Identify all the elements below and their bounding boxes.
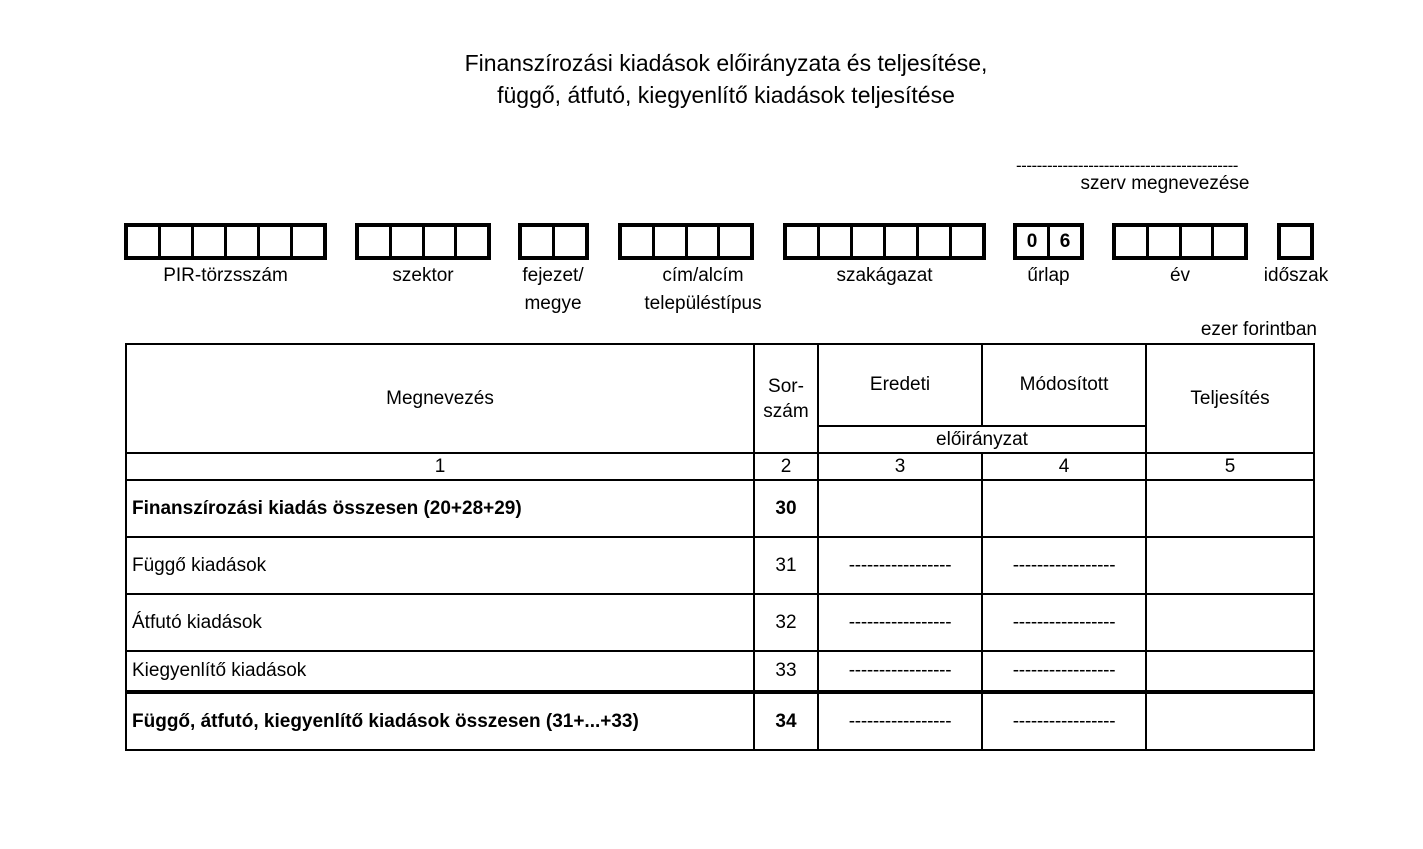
- row-name: Kiegyenlítő kiadások: [126, 651, 754, 692]
- header-teljesites: Teljesítés: [1146, 344, 1314, 453]
- row-teljesites-cell[interactable]: [1146, 537, 1314, 594]
- urlap-label: űrlap: [1027, 265, 1070, 286]
- row-number: 30: [754, 480, 818, 537]
- pir-code-cell[interactable]: [161, 227, 194, 256]
- cim-code-cell[interactable]: [655, 227, 688, 256]
- column-number: 3: [818, 453, 982, 480]
- pir-code-cell[interactable]: [260, 227, 293, 256]
- szektor-code-cell[interactable]: [359, 227, 392, 256]
- row-modositott-cell: -----------------: [982, 594, 1146, 651]
- pir-code-boxes: [124, 223, 327, 260]
- header-sorszam-line2: szám: [763, 400, 809, 422]
- idoszak-label: időszak: [1263, 265, 1329, 286]
- szakagazat-code-cell[interactable]: [886, 227, 919, 256]
- header-modositott: Módosított: [982, 344, 1146, 426]
- table-row: [126, 692, 1314, 750]
- expenditure-table: [125, 343, 1315, 751]
- row-eredeti-cell: -----------------: [818, 651, 982, 692]
- szakagazat-code-cell[interactable]: [919, 227, 952, 256]
- pir-code-cell[interactable]: [293, 227, 323, 256]
- header-eloiranyzat: előirányzat: [818, 426, 1146, 453]
- cim-code-cell[interactable]: [688, 227, 721, 256]
- fejezet-label: fejezet/ megye: [522, 265, 584, 314]
- ev-code-cell[interactable]: [1214, 227, 1244, 256]
- row-eredeti-cell[interactable]: [818, 480, 982, 537]
- row-number: 32: [754, 594, 818, 651]
- szakagazat-code-cell[interactable]: [820, 227, 853, 256]
- szakagazat-label: szakágazat: [836, 265, 933, 286]
- cim-code-boxes: [618, 223, 754, 260]
- szektor-label: szektor: [392, 265, 454, 286]
- header-sorszam-line1: Sor-: [768, 375, 804, 397]
- szakagazat-code-cell[interactable]: [787, 227, 820, 256]
- row-number: 31: [754, 537, 818, 594]
- row-eredeti-cell: -----------------: [818, 692, 982, 750]
- row-modositott-cell: -----------------: [982, 651, 1146, 692]
- ev-code-cell[interactable]: [1182, 227, 1215, 256]
- row-name: Függő kiadások: [126, 537, 754, 594]
- row-name: Átfutó kiadások: [126, 594, 754, 651]
- header-eredeti: Eredeti: [818, 344, 982, 426]
- pir-code-cell[interactable]: [227, 227, 260, 256]
- pir-label: PIR-törzsszám: [163, 265, 288, 286]
- row-teljesites-cell[interactable]: [1146, 594, 1314, 651]
- szakagazat-code-cell[interactable]: [853, 227, 886, 256]
- pir-code-cell[interactable]: [128, 227, 161, 256]
- row-teljesites-cell[interactable]: [1146, 692, 1314, 750]
- row-number: 34: [754, 692, 818, 750]
- szektor-code-cell[interactable]: [457, 227, 487, 256]
- row-teljesites-cell[interactable]: [1146, 651, 1314, 692]
- idoszak-code-cell[interactable]: [1281, 227, 1310, 256]
- form-title-line-1: Finanszírozási kiadások előirányzata és teljesítése,: [464, 50, 988, 76]
- table-row: [126, 537, 1314, 594]
- idoszak-code-boxes: [1277, 223, 1314, 260]
- header-sorszam: [754, 344, 818, 453]
- fejezet-code-boxes: [518, 223, 589, 260]
- row-number: 33: [754, 651, 818, 692]
- fejezet-code-cell[interactable]: [555, 227, 585, 256]
- column-number-row: [126, 453, 1314, 480]
- urlap-code-cell: 0: [1017, 227, 1050, 256]
- row-modositott-cell[interactable]: [982, 480, 1146, 537]
- szektor-code-cell[interactable]: [425, 227, 458, 256]
- urlap-code-cell: 6: [1059, 230, 1071, 252]
- szektor-code-boxes: [355, 223, 491, 260]
- cim-code-cell[interactable]: [720, 227, 750, 256]
- urlap-code-boxes: [1013, 223, 1084, 260]
- cim-code-cell[interactable]: [622, 227, 655, 256]
- table-row: [126, 480, 1314, 537]
- unit-label: ezer forintban: [1200, 319, 1317, 340]
- column-number: 1: [126, 453, 754, 480]
- org-name-label: szerv megnevezése: [1080, 173, 1250, 194]
- ev-code-boxes: [1112, 223, 1248, 260]
- pir-code-cell[interactable]: [194, 227, 227, 256]
- szakagazat-code-boxes: [783, 223, 986, 260]
- row-teljesites-cell[interactable]: [1146, 480, 1314, 537]
- ev-code-cell[interactable]: [1116, 227, 1149, 256]
- header-row: [126, 344, 1314, 426]
- org-name-line: -------------------------------------------: [1016, 156, 1238, 175]
- row-modositott-cell: -----------------: [982, 692, 1146, 750]
- szektor-code-cell[interactable]: [392, 227, 425, 256]
- header-megnevezes: Megnevezés: [126, 344, 754, 453]
- row-name: Függő, átfutó, kiegyenlítő kiadások összesen (31+...+33): [126, 692, 754, 750]
- table-row: [126, 594, 1314, 651]
- row-name: Finanszírozási kiadás összesen (20+28+29): [126, 480, 754, 537]
- column-number: 2: [754, 453, 818, 480]
- ev-code-cell[interactable]: [1149, 227, 1182, 256]
- row-modositott-cell: -----------------: [982, 537, 1146, 594]
- table-row: [126, 651, 1314, 692]
- column-number: 5: [1146, 453, 1314, 480]
- ev-label: év: [1169, 265, 1191, 286]
- szakagazat-code-cell[interactable]: [952, 227, 982, 256]
- cim-label: cím/alcím településtípus: [644, 265, 762, 314]
- column-number: 4: [982, 453, 1146, 480]
- row-eredeti-cell: -----------------: [818, 594, 982, 651]
- row-eredeti-cell: -----------------: [818, 537, 982, 594]
- form-title-line-2: függő, átfutó, kiegyenlítő kiadások teljesítése: [497, 82, 955, 108]
- fejezet-code-cell[interactable]: [522, 227, 555, 256]
